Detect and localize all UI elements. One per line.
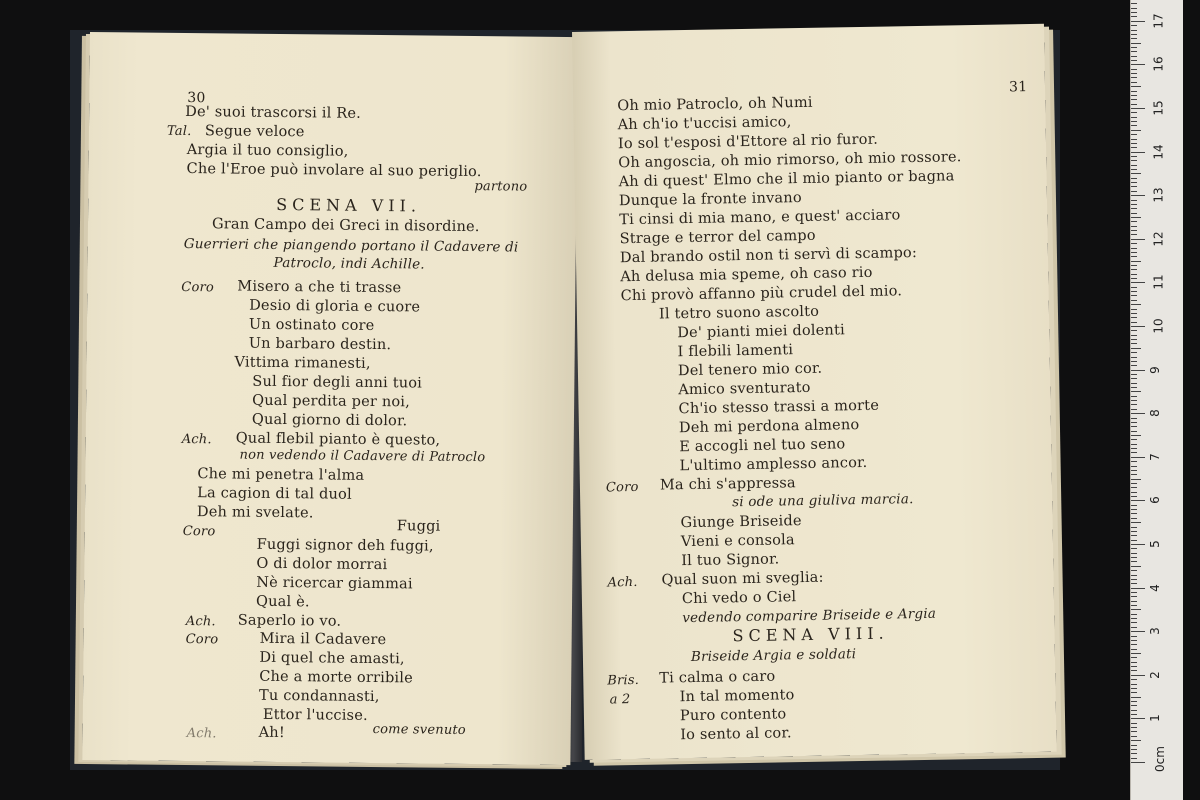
ruler-tick: [1131, 422, 1137, 423]
ruler-tick: [1131, 265, 1137, 266]
ruler-number: 11: [1151, 274, 1166, 291]
ruler-tick: [1131, 718, 1145, 719]
text-line: Giunge Briseide: [680, 513, 802, 532]
ruler-tick: [1131, 688, 1137, 689]
text-line: Desio di gloria e cuore: [249, 297, 421, 316]
ruler-tick: [1131, 714, 1137, 715]
ruler-tick: [1131, 736, 1137, 737]
ruler-number: 10: [1151, 318, 1166, 334]
ruler-number: 9: [1147, 365, 1162, 374]
ruler-tick: [1131, 213, 1137, 214]
text-line: Di quel che amasti,: [259, 649, 405, 668]
ruler-number: 3: [1147, 627, 1162, 636]
scene-description: Gran Campo dei Greci in disordine.: [211, 216, 480, 236]
ruler-number: 17: [1151, 13, 1166, 29]
ruler-tick: [1131, 173, 1141, 174]
text-line: Deh mi perdona almeno: [678, 417, 860, 437]
ruler-tick: [1131, 134, 1137, 135]
ruler-tick: [1131, 178, 1137, 179]
stage-direction: Guerrieri che piangendo portano il Cadavere di: [183, 235, 519, 256]
ruler-tick: [1131, 82, 1137, 83]
text-line: La cagion di tal duol: [197, 485, 352, 503]
text-line: Il tetro suono ascolto: [658, 303, 820, 323]
text-line: Amico sventurato: [678, 379, 811, 399]
ruler-tick: [1131, 731, 1137, 732]
ruler-tick: [1131, 522, 1141, 523]
ruler-tick: [1131, 322, 1137, 323]
ruler-tick: [1131, 139, 1137, 140]
ruler-tick: [1131, 692, 1137, 693]
ruler-tick: [1131, 387, 1137, 388]
ruler-tick: [1131, 527, 1137, 528]
ruler-tick: [1131, 575, 1137, 576]
ruler-tick: [1131, 147, 1137, 148]
ruler-number: 8: [1147, 409, 1162, 418]
ruler-tick: [1131, 705, 1137, 706]
scene-heading: SCENA VIII.: [732, 623, 889, 646]
ruler-tick: [1131, 3, 1137, 4]
text-line: L'ultimo amplesso ancor.: [679, 454, 868, 475]
speaker-label: Ach.: [185, 614, 216, 630]
ruler-tick: [1131, 404, 1137, 405]
ruler-tick: [1131, 614, 1137, 615]
ruler-tick: [1131, 313, 1137, 314]
ruler-tick: [1131, 640, 1137, 641]
ruler-tick: [1131, 195, 1145, 196]
open-book: [90, 32, 1050, 760]
text-line: Mira il Cadavere: [259, 630, 387, 649]
ruler-tick: [1131, 248, 1137, 249]
ruler-tick: [1131, 505, 1137, 506]
text-line: De' suoi trascorsi il Re.: [185, 104, 362, 122]
ruler-tick: [1131, 697, 1141, 698]
ruler-tick: [1131, 239, 1145, 240]
ruler-tick: [1131, 278, 1137, 279]
text-line: Misero a che ti trasse: [237, 278, 402, 297]
ruler-tick: [1131, 644, 1137, 645]
speaker-label: Ach.: [607, 574, 638, 591]
text-line: Sul fior degli anni tuoi: [252, 373, 423, 392]
ruler-tick: [1131, 609, 1141, 610]
ruler-tick: [1131, 226, 1137, 227]
ruler-tick: [1131, 439, 1137, 440]
ruler-tick: [1131, 104, 1137, 105]
ruler-tick: [1131, 622, 1137, 623]
ruler-tick: [1131, 727, 1137, 728]
ruler-tick: [1131, 723, 1137, 724]
ruler-tick: [1131, 339, 1137, 340]
text-line: Un ostinato core: [248, 316, 375, 334]
ruler-tick: [1131, 269, 1137, 270]
text-line: Oh angoscia, oh mio rimorso, oh mio rossore.: [618, 149, 962, 172]
stage-direction: Patroclo, indi Achille.: [273, 254, 425, 273]
ruler-tick: [1131, 383, 1137, 384]
text-line: Chi vedo o Ciel: [681, 589, 797, 608]
ruler-tick: [1131, 435, 1141, 436]
ruler-tick: [1131, 452, 1137, 453]
ruler-tick: [1131, 252, 1137, 253]
text-line: Ti cinsi di mia mano, e quest' acciaro: [619, 207, 901, 229]
ruler-tick: [1131, 317, 1137, 318]
ruler-number: 12: [1151, 231, 1166, 247]
ruler-tick: [1131, 579, 1137, 580]
ruler-tick: [1131, 108, 1145, 109]
text-line: Io sol t'esposi d'Ettore al rio furor.: [617, 131, 879, 153]
ruler-tick: [1131, 304, 1141, 305]
ruler-tick: [1131, 745, 1137, 746]
text-line: Che mi penetra l'alma: [197, 466, 365, 484]
ruler-tick: [1131, 230, 1137, 231]
measuring-ruler: [1130, 0, 1183, 800]
text-line: Che a morte orribile: [259, 668, 414, 687]
ruler-tick: [1131, 662, 1137, 663]
ruler-tick: [1131, 361, 1137, 362]
ruler-tick: [1131, 601, 1137, 602]
ruler-tick: [1131, 282, 1145, 283]
text-line: Argia il tuo consiglio,: [186, 142, 349, 160]
text-line: Tu condannasti,: [258, 687, 380, 706]
ruler-tick: [1131, 156, 1137, 157]
ruler-tick: [1131, 535, 1137, 536]
text-line: Ettor l'uccise.: [262, 706, 368, 724]
ruler-tick: [1131, 701, 1137, 702]
text-line: Che l'Eroe può involare al suo periglio.: [186, 161, 482, 181]
ruler-tick: [1131, 474, 1137, 475]
ruler-tick: [1131, 21, 1145, 22]
ruler-tick: [1131, 291, 1137, 292]
ruler-tick: [1131, 513, 1137, 514]
ruler-tick: [1131, 335, 1137, 336]
ruler-number: 7: [1147, 452, 1162, 461]
ruler-tick: [1131, 670, 1137, 671]
ruler-tick: [1131, 566, 1141, 567]
ruler-tick: [1131, 636, 1137, 637]
text-line: Qual perdita per noi,: [252, 392, 411, 411]
ruler-tick: [1131, 217, 1141, 218]
text-line: Nè ricercar giammai: [256, 574, 413, 593]
ruler-tick: [1131, 378, 1137, 379]
ruler-tick: [1131, 470, 1137, 471]
ruler-tick: [1131, 461, 1137, 462]
ruler-tick: [1131, 143, 1137, 144]
text-line: Ah ch'io t'uccisi amico,: [617, 114, 792, 134]
ruler-tick: [1131, 553, 1137, 554]
ruler-tick: [1131, 509, 1137, 510]
text-line: Ah!: [258, 724, 286, 742]
ruler-tick: [1131, 191, 1137, 192]
ruler-tick: [1131, 25, 1137, 26]
text-line: Ma chi s'appressa: [659, 475, 796, 494]
speaker-label: a 2: [609, 692, 631, 708]
ruler-tick: [1131, 370, 1145, 371]
ruler-tick: [1131, 243, 1137, 244]
ruler-tick: [1131, 186, 1137, 187]
ruler-tick: [1131, 352, 1137, 353]
stage-direction: non vedendo il Cadavere di Patroclo: [239, 447, 486, 466]
ruler-tick: [1131, 418, 1137, 419]
ruler-tick: [1131, 605, 1137, 606]
ruler-unit: 0cm: [1152, 746, 1167, 772]
ruler-tick: [1131, 160, 1137, 161]
ruler-tick: [1131, 596, 1137, 597]
ruler-tick: [1131, 374, 1137, 375]
ruler-tick: [1131, 165, 1137, 166]
ruler-tick: [1131, 666, 1137, 667]
ruler-tick: [1131, 762, 1145, 763]
text-line: Un barbaro destin.: [248, 335, 392, 354]
ruler-tick: [1131, 518, 1137, 519]
ruler-tick: [1131, 657, 1137, 658]
scene-heading: SCENA VII.: [276, 194, 422, 216]
ruler-tick: [1131, 348, 1141, 349]
ruler-tick: [1131, 749, 1137, 750]
ruler-tick: [1131, 496, 1137, 497]
ruler-tick: [1131, 274, 1137, 275]
page-number-right: 31: [1008, 79, 1028, 96]
ruler-tick: [1131, 125, 1137, 126]
ruler-tick: [1131, 466, 1137, 467]
ruler-tick: [1131, 561, 1137, 562]
stage-direction: si ode una giuliva marcia.: [732, 491, 914, 511]
stage-direction: partono: [474, 179, 528, 195]
ruler-tick: [1131, 413, 1145, 414]
text-line: Il tuo Signor.: [681, 551, 780, 570]
ruler-tick: [1131, 400, 1137, 401]
ruler-tick: [1131, 287, 1137, 288]
ruler-tick: [1131, 679, 1137, 680]
ruler-tick: [1131, 234, 1137, 235]
ruler-tick: [1131, 500, 1145, 501]
ruler-tick: [1131, 56, 1137, 57]
text-line: Qual suon mi sveglia:: [661, 569, 824, 589]
ruler-tick: [1131, 200, 1137, 201]
ruler-tick: [1131, 343, 1137, 344]
ruler-number: 6: [1147, 496, 1162, 505]
page-number-left: 30: [187, 90, 206, 107]
left-page: [82, 32, 578, 765]
ruler-tick: [1131, 16, 1137, 17]
text-line: Dal brando ostil non ti servì di scampo:: [619, 245, 918, 267]
ruler-tick: [1131, 426, 1137, 427]
ruler-tick: [1131, 588, 1145, 589]
speaker-label: Ach.: [186, 726, 217, 742]
text-line: Vieni e consola: [680, 532, 795, 551]
text-line: Vittima rimanesti,: [234, 354, 371, 372]
text-line: Oh mio Patroclo, oh Numi: [617, 94, 813, 115]
ruler-tick: [1131, 256, 1137, 257]
ruler-tick: [1131, 357, 1137, 358]
ruler-tick: [1131, 261, 1141, 262]
speaker-label: Coro: [181, 279, 215, 296]
speaker-label: Ach.: [181, 431, 212, 448]
ruler-tick: [1131, 544, 1145, 545]
ruler-tick: [1131, 12, 1137, 13]
text-line: Chi provò affanno più crudel del mio.: [620, 283, 903, 305]
ruler-tick: [1131, 169, 1137, 170]
ruler-tick: [1131, 117, 1137, 118]
ruler-tick: [1131, 487, 1137, 488]
ruler-tick: [1131, 444, 1137, 445]
ruler-tick: [1131, 540, 1137, 541]
text-line: Deh mi svelate.: [196, 504, 314, 522]
ruler-tick: [1131, 557, 1137, 558]
ruler-tick: [1131, 758, 1137, 759]
text-line: Qual giorno di dolor.: [251, 411, 408, 430]
ruler-tick: [1131, 653, 1141, 654]
ruler-tick: [1131, 121, 1137, 122]
text-line: Io sento al cor.: [680, 725, 792, 744]
text-line: E accogli nel tuo seno: [679, 436, 846, 456]
ruler-tick: [1131, 531, 1137, 532]
text-line: Qual flebil pianto è questo,: [235, 430, 441, 449]
ruler-tick: [1131, 95, 1137, 96]
ruler-tick: [1131, 77, 1137, 78]
ruler-tick: [1131, 365, 1137, 366]
ruler-tick: [1131, 409, 1137, 410]
ruler-tick: [1131, 618, 1137, 619]
ruler-tick: [1131, 69, 1137, 70]
ruler-tick: [1131, 86, 1141, 87]
ruler-tick: [1131, 152, 1145, 153]
ruler-number: 5: [1147, 540, 1162, 548]
ruler-tick: [1131, 64, 1145, 65]
stage-direction: vedendo comparire Briseide e Argia: [682, 605, 937, 627]
ruler-tick: [1131, 47, 1137, 48]
text-line: Ah di quest' Elmo che il mio pianto or bagna: [618, 168, 955, 191]
ruler-tick: [1131, 710, 1137, 711]
ruler-tick: [1131, 753, 1137, 754]
ruler-number: 4: [1147, 583, 1162, 592]
ruler-tick: [1131, 391, 1141, 392]
ruler-tick: [1131, 483, 1137, 484]
ruler-number: 14: [1151, 143, 1166, 160]
text-line: O di dolor morrai: [256, 555, 388, 574]
stage-direction: come svenuto: [372, 721, 466, 738]
text-line: Ti calma o caro: [659, 668, 776, 687]
ruler-tick: [1131, 221, 1137, 222]
ruler-tick: [1131, 431, 1137, 432]
right-page: [572, 24, 1057, 760]
text-line: Dunque la fronte invano: [618, 190, 802, 210]
ruler-tick: [1131, 330, 1137, 331]
ruler-tick: [1131, 627, 1137, 628]
ruler-tick: [1131, 649, 1137, 650]
ruler-tick: [1131, 583, 1137, 584]
ruler-tick: [1131, 182, 1137, 183]
text-line: Del tenero mio cor.: [677, 360, 823, 380]
ruler-number: 1: [1147, 714, 1162, 723]
ruler-number: 16: [1151, 56, 1166, 73]
speaker-label: Bris.: [607, 672, 640, 689]
ruler-tick: [1131, 675, 1145, 676]
text-line: Saperlo io vo.: [237, 612, 342, 630]
ruler-tick: [1131, 448, 1137, 449]
text-line: Fuggi signor deh fuggi,: [256, 536, 434, 555]
ruler-tick: [1131, 99, 1137, 100]
speaker-label: Coro: [182, 523, 216, 540]
ruler-number: 13: [1151, 187, 1166, 203]
ruler-tick: [1131, 492, 1137, 493]
ruler-tick: [1131, 208, 1137, 209]
ruler-tick: [1131, 396, 1137, 397]
text-line: Segue veloce: [204, 123, 305, 141]
ruler-number: 2: [1147, 670, 1162, 679]
speaker-label: Tal.: [166, 123, 192, 140]
ruler-tick: [1131, 326, 1145, 327]
ruler-tick: [1131, 30, 1137, 31]
ruler-tick: [1131, 684, 1137, 685]
ruler-tick: [1131, 300, 1137, 301]
text-line: Strage e terror del campo: [619, 227, 816, 248]
ruler-tick: [1131, 43, 1141, 44]
ruler-tick: [1131, 204, 1137, 205]
text-line: Ah delusa mia speme, oh caso rio: [620, 264, 873, 286]
ruler-tick: [1131, 60, 1137, 61]
speaker-label: Coro: [605, 479, 639, 496]
text-line: Ch'io stesso trassi a morte: [678, 397, 880, 418]
ruler-tick: [1131, 112, 1137, 113]
ruler-number: 15: [1151, 100, 1166, 116]
stage-direction: Briseide Argia e soldati: [690, 646, 857, 666]
text-line: Qual è.: [255, 593, 310, 611]
ruler-tick: [1131, 51, 1137, 52]
text-line: De' pianti miei dolenti: [677, 322, 846, 342]
ruler-tick: [1131, 548, 1137, 549]
ruler-tick: [1131, 295, 1137, 296]
speaker-label: Coro: [185, 632, 219, 648]
ruler-tick: [1131, 740, 1141, 741]
ruler-tick: [1131, 73, 1137, 74]
ruler-tick: [1131, 570, 1137, 571]
text-line: In tal momento: [679, 687, 795, 706]
ruler-tick: [1131, 631, 1145, 632]
ruler-tick: [1131, 309, 1137, 310]
ruler-tick: [1131, 592, 1137, 593]
ruler-tick: [1131, 8, 1137, 9]
text-line: Fuggi: [396, 518, 441, 535]
ruler-tick: [1131, 130, 1141, 131]
text-line: I flebili lamenti: [677, 342, 794, 361]
ruler-tick: [1131, 479, 1141, 480]
ruler-tick: [1131, 457, 1145, 458]
ruler-tick: [1131, 91, 1137, 92]
ruler-tick: [1131, 34, 1137, 35]
text-line: Puro contento: [679, 706, 787, 725]
ruler-tick: [1131, 38, 1137, 39]
